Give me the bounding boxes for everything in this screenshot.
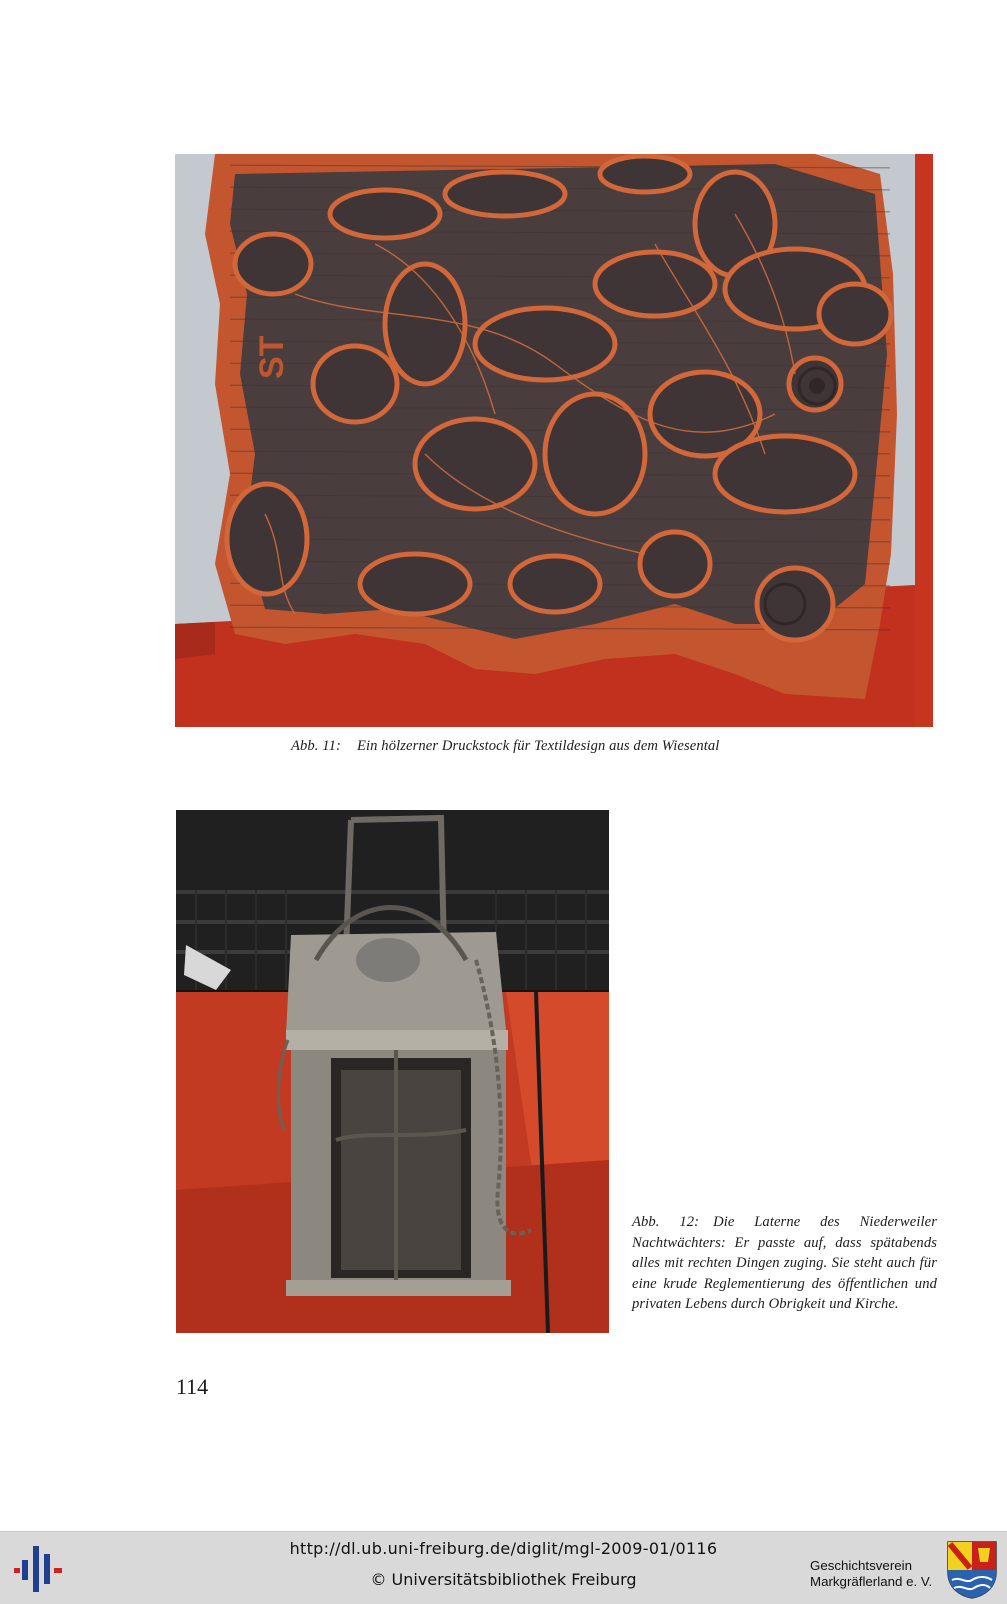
page-number: 114 xyxy=(176,1374,209,1399)
caption-figure-12 xyxy=(632,1212,937,1315)
caption-label: Abb. 11: xyxy=(291,738,341,754)
wood-inscription: ST xyxy=(253,335,291,379)
coat-of-arms-icon xyxy=(946,1540,998,1600)
caption-text: Ein hölzerner Druckstock für Textildesign aus dem Wiesental xyxy=(356,738,720,754)
printing-block-photo xyxy=(175,154,933,727)
lantern-photo xyxy=(176,810,609,1333)
society-name xyxy=(810,1558,940,1590)
society-line-2: Markgräflerland e. V. xyxy=(810,1574,933,1589)
footer-bar xyxy=(0,1531,1007,1604)
caption-text: Die Laterne des Niederweiler Nachtwächters: Er passte auf, dass spätabends alles mit rechten Dingen zuging. Sie steht auch für eine krude Reglementierung des öffentlichen und privaten Lebens durch Obrigkeit und Kirche. xyxy=(632,1214,937,1313)
document-url[interactable]: http://dl.ub.uni-freiburg.de/diglit/mgl-2009-01/0116 xyxy=(289,1539,718,1558)
lantern-image xyxy=(176,810,609,1333)
caption-figure-11 xyxy=(291,736,931,757)
copyright-notice: © Universitätsbibliothek Freiburg xyxy=(370,1570,637,1589)
caption-label: Abb. 12: xyxy=(632,1214,700,1230)
society-line-1: Geschichtsverein xyxy=(810,1558,912,1573)
printing-block-image xyxy=(175,154,933,727)
